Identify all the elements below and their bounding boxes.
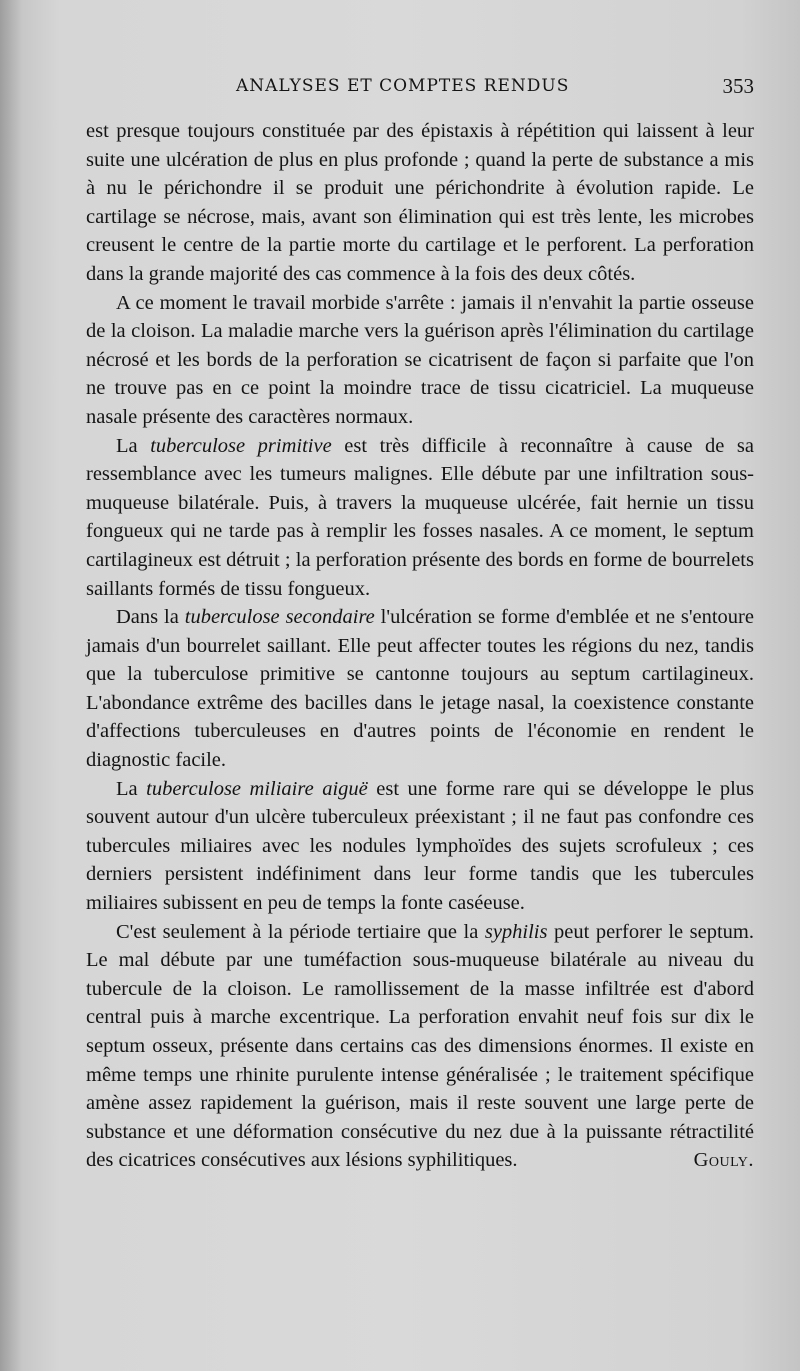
paragraph-text: peut perforer le septum. Le mal débute par une tuméfaction sous-muqueuse bilatérale au niveau du tubercule de la cloison. Le ramollissement de la masse infiltrée est d'abord central puis à marche excentrique. La perforation envahit neuf fois sur dix le septum osseux, présente dans certains cas des dimensions énormes. Il existe en même temps une rhinite purulente intense généralisée ; le traitement spécifique amène assez rapidement la guérison, mais il reste souvent une large perte de substance et une déformation consécutive du nez due à la puissante rétractilité des cicatrices consécutives aux lésions syphilitiques. [86,920,754,1172]
paragraph [86,117,754,289]
page-number: 353 [722,74,754,98]
paragraph-text: l'ulcération se forme d'emblée et ne s'entoure jamais d'un bourrelet saillant. Elle peut affecter toutes les régions du nez, tandis que la tuberculose primitive se cantonne toujours au septum cartilagineux. L'abondance extrême des bacilles dans le jetage nasal, la coexistence constante d'affections tuberculeuses en d'autres points de l'économie en rendent le diagnostic facile. [86,606,754,772]
paragraph-text: est une forme rare qui se développe le plus souvent autour d'un ulcère tuberculeux préexistant ; il ne faut pas confondre ces tubercules miliaires avec les nodules lymphoïdes des sujets scrofuleux ; ces derniers persistent indéfiniment dans leur forme tandis que les tubercules miliaires subissent en peu de temps la fonte caséeuse. [86,777,754,915]
paragraph-text: C'est seulement à la période tertiaire que la [116,920,485,943]
author-signature: Gouly. [693,1149,754,1172]
paragraph-text: Dans la [116,606,185,629]
running-head [86,74,754,104]
paragraph-text: La [116,777,147,800]
paragraph-text: La [116,434,151,457]
paragraph [86,432,754,604]
paragraph-text: A ce moment le travail morbide s'arrête : jamais il n'envahit la partie osseuse de la cloison. La maladie marche vers la guérison après l'élimination du cartilage nécrosé et les bords de la perforation se cicatrisent de façon si parfaite que l'on ne trouve pas en ce point la moindre trace de tissu cicatriciel. La muqueuse nasale présente des caractères normaux. [86,291,754,428]
paragraph [86,775,754,918]
italic-term: tuberculose secondaire [184,606,375,629]
paragraph [86,289,754,432]
paragraph-text: est presque toujours constituée par des épistaxis à répétition qui laissent à leur suite une ulcération de plus en plus profonde ; quand la perte de substance a mis à nu le périchondre il se produit une périchondrite à évolution rapide. Le cartilage se nécrose, mais, avant son élimination qui est très lente, les microbes creusent le centre de la partie morte du cartilage et le perforent. La perforation dans la grande majorité des cas commence à la fois des deux côtés. [86,120,754,285]
paragraph [86,603,754,775]
italic-term: tuberculose primitive [150,434,332,457]
article-body [86,117,754,1175]
paragraph-text: est très difficile à reconnaître à cause de sa ressemblance avec les tumeurs malignes. Elle débute par une infiltration sous-muqueuse bilatérale. Puis, à travers la muqueuse ulcérée, fait hernie un tissu fongueux qui ne tarde pas à remplir les fosses nasales. A ce moment, le septum cartilagineux est détruit ; la perforation présente des bords en forme de bourrelets saillants formés de tissu fongueux. [86,434,754,600]
italic-term: syphilis [484,920,548,943]
paragraph [86,918,754,1175]
running-title: ANALYSES ET COMPTES RENDUS [236,76,570,96]
italic-term: tuberculose miliaire aiguë [146,777,368,800]
